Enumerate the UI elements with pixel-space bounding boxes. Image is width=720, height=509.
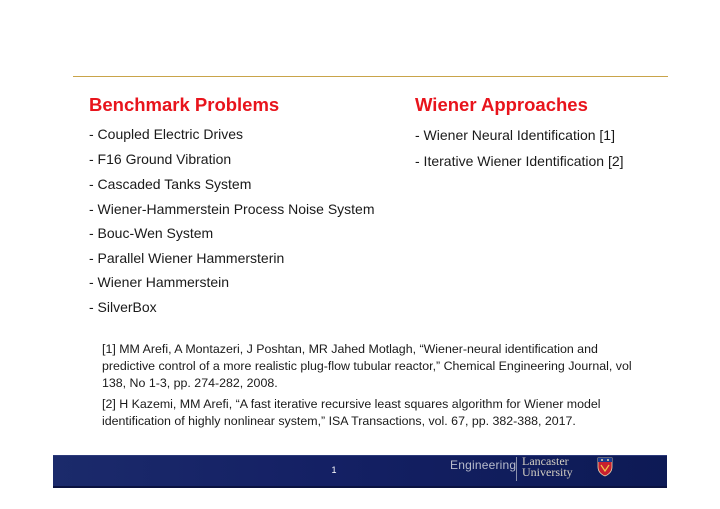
- list-item: - Cascaded Tanks System: [89, 176, 252, 192]
- university-name-line2: University: [522, 465, 573, 479]
- university-logo: [522, 456, 573, 478]
- university-crest-icon: [597, 457, 613, 477]
- list-item: - F16 Ground Vibration: [89, 151, 232, 167]
- list-item: - SilverBox: [89, 299, 157, 315]
- reference-2: [2] H Kazemi, MM Arefi, “A fast iterative recursive least squares algorithm for Wiener model identification of highly nonlinear system,” ISA Transactions, vol. 67, pp. 382-388, 2017.: [102, 397, 601, 428]
- list-item: - Coupled Electric Drives: [89, 126, 244, 142]
- list-item: - Iterative Wiener Identification [2]: [415, 153, 624, 169]
- university-name-line1: Lancaster: [522, 454, 569, 468]
- page-number: 1: [331, 465, 337, 475]
- title-divider: [73, 76, 668, 77]
- wiener-approaches-heading: Wiener Approaches: [415, 94, 588, 115]
- list-item: - Wiener Neural Identification [1]: [415, 127, 615, 143]
- list-item: - Wiener Hammerstein: [89, 274, 230, 290]
- reference-1: [1] MM Arefi, A Montazeri, J Poshtan, MR Jahed Motlagh, “Wiener-neural identification and predictive control of a more realistic plug-flow tubular reactor,” Chemical Engineering Journal, vol 138, No 1-3, pp. 274-282, 2008.: [102, 342, 632, 390]
- list-item: - Wiener-Hammerstein Process Noise System: [89, 201, 375, 217]
- list-item: - Parallel Wiener Hammersterin: [89, 250, 285, 266]
- list-item: - Bouc-Wen System: [89, 225, 214, 241]
- brand-divider: [516, 457, 517, 481]
- faculty-label: Engineering: [450, 458, 517, 472]
- benchmark-problems-heading: Benchmark Problems: [89, 94, 280, 115]
- footer-bar: [53, 455, 667, 488]
